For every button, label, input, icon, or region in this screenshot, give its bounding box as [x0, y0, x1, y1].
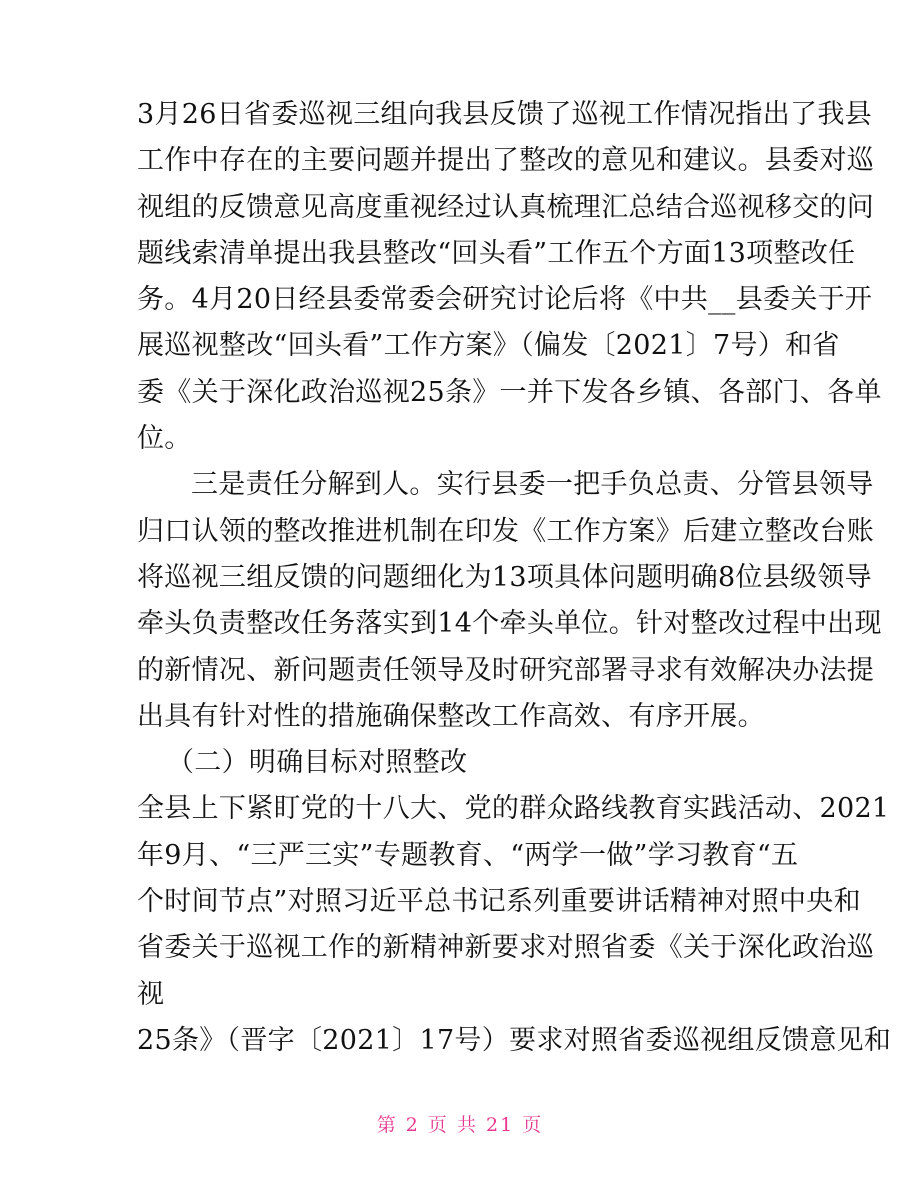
- page-number-footer: 第 2 页 共 21 页: [376, 1114, 544, 1136]
- text-line: 个时间节点”对照习近平总书记系列重要讲话精神对照中央和: [137, 886, 861, 918]
- text-line: 出具有针对性的措施确保整改工作高效、有序开展。: [137, 700, 765, 732]
- text-line: 牵头负责整改任务落实到14个牵头单位。针对整改过程中出现: [137, 608, 882, 640]
- text-line: 省委关于巡视工作的新精神新要求对照省委《关于深化政治巡: [137, 932, 875, 964]
- text-line: 的新情况、新问题责任领导及时研究部署寻求有效解决办法提: [137, 654, 875, 686]
- section-heading: （二）明确目标对照整改: [167, 747, 468, 779]
- text-line: 年9月、“三严三实”专题教育、“两学一做”学习教育“五: [137, 839, 799, 871]
- text-line: 务。4月20日经县委常委会研究讨论后将《中共__县委关于开: [137, 284, 873, 316]
- text-line: 归口认领的整改推进机制在印发《工作方案》后建立整改台账: [137, 515, 875, 547]
- text-line: 题线索清单提出我县整改“回头看”工作五个方面13项整改任: [137, 237, 856, 269]
- text-line: 全县上下紧盯党的十八大、党的群众路线教育实践活动、2021: [137, 793, 890, 825]
- text-line: 将巡视三组反馈的问题细化为13项具体问题明确8位县级领导: [137, 561, 872, 593]
- text-line: 展巡视整改“回头看”工作方案》（偏发〔2021〕7号）和省: [137, 330, 840, 362]
- text-line: 位。: [137, 423, 192, 455]
- text-line: 视组的反馈意见高度重视经过认真梳理汇总结合巡视移交的问: [137, 191, 875, 223]
- text-line: 3月26日省委巡视三组向我县反馈了巡视工作情况指出了我县: [137, 99, 872, 130]
- document-body: [137, 92, 892, 1064]
- text-line: 视: [137, 978, 165, 1010]
- text-line: 委《关于深化政治巡视25条》一并下发各乡镇、各部门、各单: [137, 376, 882, 408]
- text-line: 工作中存在的主要问题并提出了整改的意见和建议。县委对巡: [137, 145, 875, 177]
- paragraph-start-line: 三是责任分解到人。实行县委一把手负总责、分管县领导: [191, 469, 874, 501]
- text-line: 25条》（晋字〔2021〕17号）要求对照省委巡视组反馈意见和: [137, 1024, 892, 1056]
